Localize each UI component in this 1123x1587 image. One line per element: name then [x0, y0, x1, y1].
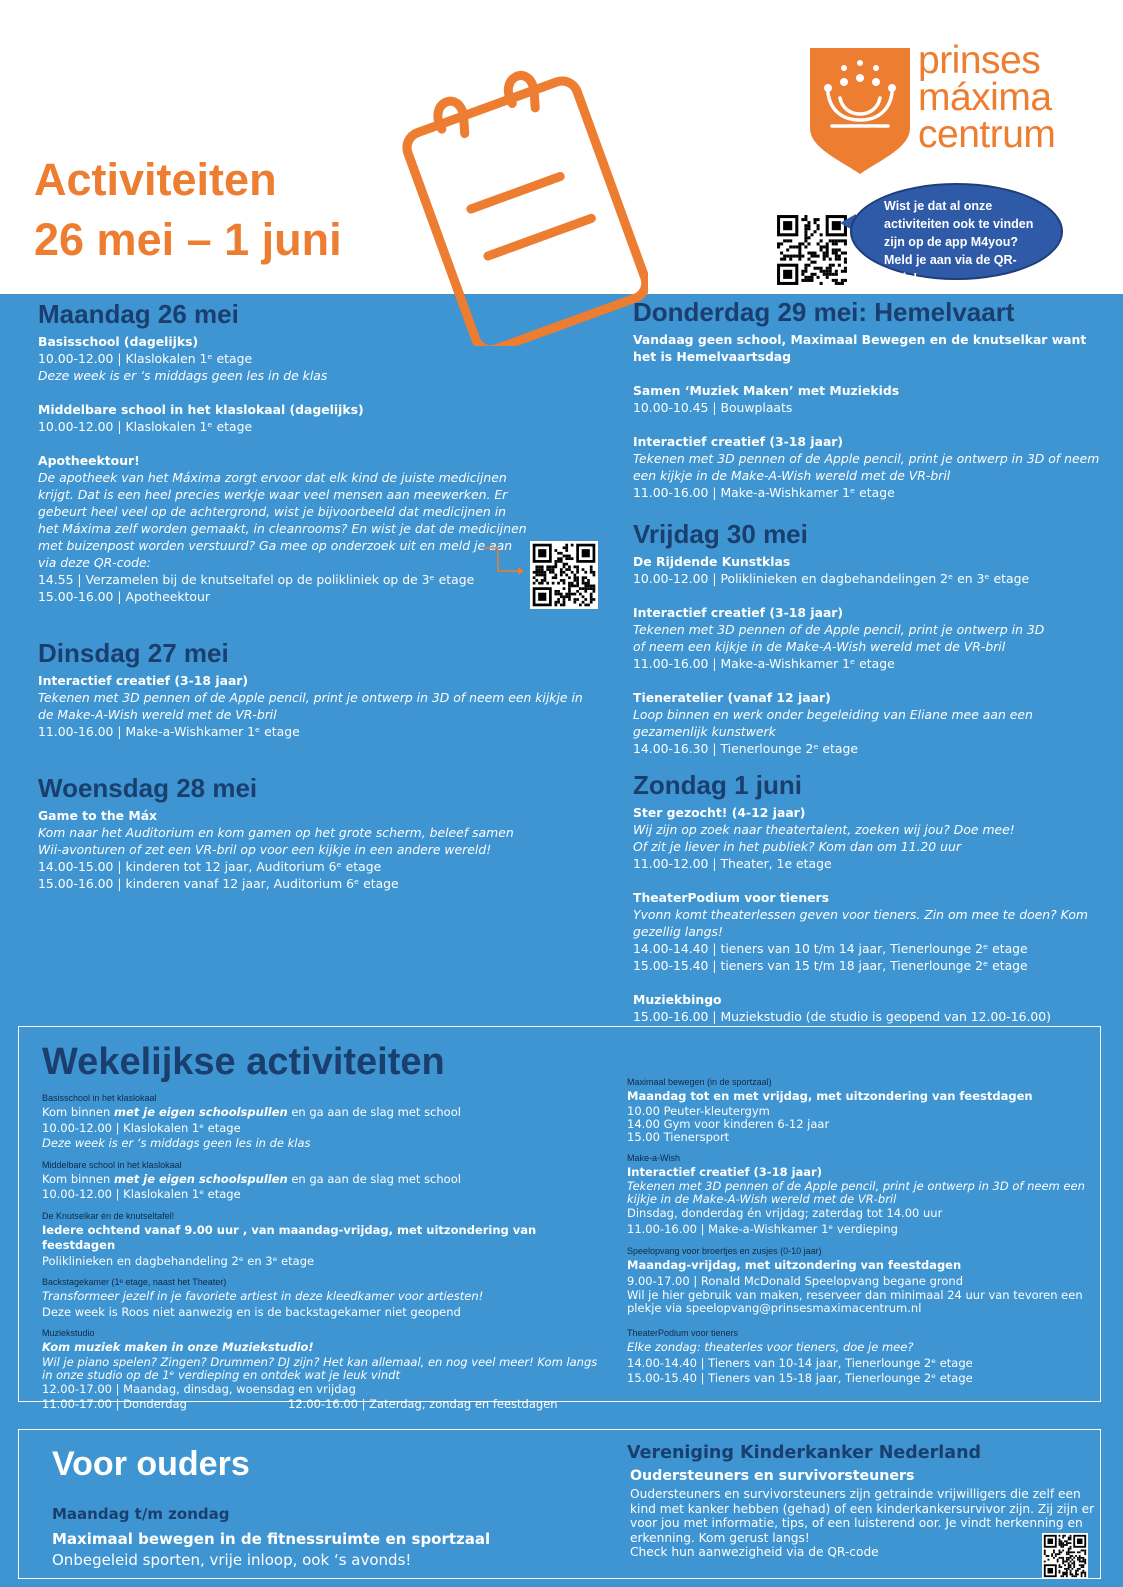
logo-wordmark [918, 39, 1056, 156]
logo-crown-icon [810, 48, 910, 174]
activity-description: Loop binnen en werk onder begeleiding van Eliane mee aan een gezamenlijk kunstwerk [633, 707, 1033, 739]
activity-label: Backstagekamer (1ᵉ etage, naast het Theater) [42, 1277, 227, 1287]
activity-description: Yvonn komt theaterlessen geven voor tieners. Zin om mee te doen? Kom gezellig langs! [633, 907, 1088, 939]
activity-description: Tekenen met 3D pennen of de Apple pencil, print je ontwerp in 3D of neem een kijkje in de Make-A-Wish wereld met de VR-bril [633, 451, 1100, 483]
activity-label: Speelopvang voor broertjes en zusjes (0-10 jaar) [627, 1246, 822, 1256]
activity-title: Apotheektour! [38, 453, 140, 468]
activity-title: Interactief creatief (3-18 jaar) [633, 605, 844, 620]
day-heading-friday: Vrijdag 30 mei [633, 519, 808, 549]
activity-label: TheaterPodium voor tieners [627, 1328, 739, 1338]
activity-title: Muziekbingo [633, 992, 722, 1007]
activity-time: 10.00-12.00 | Klaslokalen 1ᵉ etage [42, 1120, 241, 1135]
speech-bubble: Wist je dat al onze activiteiten ook te vinden zijn op de app M4you? Meld je aan via de QR-code! [850, 183, 1063, 280]
day-heading-thursday: Donderdag 29 mei: Hemelvaart [633, 297, 1015, 327]
activity-time: 14.00-14.40 | tieners van 10 t/m 14 jaar, Tienerlounge 2ᵉ etage [633, 941, 1028, 956]
parents-content [52, 1503, 592, 1570]
vkn-description: Oudersteuners en survivorsteuners zijn getrainde vrijwilligers die zelf een kind met kanker hebben (gehad) of een kinderkankersurvivor zijn. Zij zijn er voor jou met informatie, tips, of een luisterend oor. Je vindt herkenning en erkenning. Kom gerust langs! [630, 1487, 1095, 1545]
qr-code-icon[interactable] [774, 212, 850, 288]
day-heading-tuesday: Dinsdag 27 mei [38, 638, 229, 668]
vkn-content [630, 1466, 1095, 1560]
parents-title: Voor ouders [52, 1445, 250, 1483]
activity-label: Maximaal bewegen (in de sportzaal) [627, 1077, 772, 1087]
qr-code-icon[interactable] [1042, 1533, 1088, 1579]
activity-label: Make-a-Wish [627, 1152, 681, 1163]
activity-title: Maandag tot en met vrijdag, met uitzondering van feestdagen [627, 1089, 1033, 1103]
day-heading-monday: Maandag 26 mei [38, 299, 239, 329]
activity-time: 10.00-12.00 | Klaslokalen 1ᵉ etage [42, 1187, 241, 1201]
activity-title: Kom muziek maken in onze Muziekstudio! [42, 1340, 314, 1354]
activity-title: Samen ‘Muziek Maken’ met Muziekids [633, 383, 900, 398]
activity-label: Basisschool in het klaslokaal [42, 1093, 157, 1103]
activity-title: Tieneratelier (vanaf 12 jaar) [633, 690, 831, 705]
activity-time: 10.00-10.45 | Bouwplaats [633, 400, 793, 415]
parents-days: Maandag t/m zondag [52, 1505, 230, 1523]
activity-description: of neem een kijkje in de Make-A-Wish wereld met de VR-bril [633, 639, 1006, 654]
activity-title: TheaterPodium voor tieners [633, 890, 830, 905]
logo-line-2: máxima [918, 76, 1052, 119]
qr-code-icon[interactable] [530, 541, 598, 609]
activity-label: Muziekstudio [42, 1328, 95, 1338]
arrow-icon [484, 546, 524, 576]
activity-title: Interactief creatief (3-18 jaar) [38, 673, 249, 688]
activity-description: Tekenen met 3D pennen of de Apple pencil, print je ontwerp in 3D of neem een kijkje in de Make-A-Wish wereld met de VR-bril [38, 690, 583, 722]
vkn-subtitle: Oudersteuners en survivorsteuners [630, 1468, 915, 1484]
activity-location: Poliklinieken en dagbehandeling 2ᵉ en 3ᵉ etage [42, 1253, 315, 1268]
activity-description: Tekenen met 3D pennen of de Apple pencil, print je ontwerp in 3D of neem een kijkje in de Make-A-Wish wereld met de VR-bril [627, 1179, 1085, 1206]
activity-description: Kom naar het Auditorium en kom gamen op het grote scherm, beleef samen Wii-avonturen of zet een VR-bril op voor een kijkje in een andere wereld! [38, 825, 514, 857]
activity-time: 10.00 Peuter-kleutergym [627, 1103, 770, 1118]
page-title [34, 150, 342, 270]
right-column [633, 296, 1103, 1025]
activity-description: Tekenen met 3D pennen of de Apple pencil, print je ontwerp in 3D [633, 622, 1045, 637]
logo-line-3: centrum [918, 113, 1056, 156]
weekly-left [42, 1089, 602, 1413]
activity-title: Interactief creatief (3-18 jaar) [633, 434, 844, 449]
activity-time: 10.00-12.00 | Poliklinieken en dagbehandelingen 2ᵉ en 3ᵉ etage [633, 571, 1030, 586]
activity-time: 11.00-16.00 | Make-a-Wishkamer 1ᵉ etage [633, 656, 895, 671]
activity-title: Iedere ochtend vanaf 9.00 uur , van maandag-vrijdag, met uitzondering van feestdagen [42, 1222, 537, 1252]
activity-label: De Knutselkar én de knutseltafel! [42, 1210, 175, 1221]
activity-time: 14.00-15.00 | kinderen tot 12 jaar, Auditorium 6ᵉ etage [38, 859, 382, 874]
activity-time: 9.00-17.00 | Ronald McDonald Speelopvang begane grond [627, 1273, 963, 1288]
logo-line-1: prinses [918, 39, 1041, 82]
activity-description: Elke zondag: theaterles voor tieners, doe je mee? [627, 1340, 914, 1354]
activity-time: 11.00-16.00 | Make-a-Wishkamer 1ᵉ verdieping [627, 1221, 898, 1236]
activity-time: 14.00 Gym voor kinderen 6-12 jaar [627, 1116, 830, 1131]
activity-description: Transformeer jezelf in je favoriete artiest in deze kleedkamer voor artiesten! [42, 1289, 484, 1303]
activity-time: 11.00-16.00 | Make-a-Wishkamer 1ᵉ etage [633, 485, 895, 500]
activity-line: Kom binnen met je eigen schoolspullen en ga aan de slag met school [42, 1105, 461, 1119]
activity-title: Middelbare school in het klaslokaal (dagelijks) [38, 402, 364, 417]
activity-time: 10.00-12.00 | Klaslokalen 1ᵉ etage [38, 351, 253, 366]
activity-title: Maandag-vrijdag, met uitzondering van feestdagen [627, 1258, 962, 1272]
activity-time: 12.00-17.00 | Maandag, dinsdag, woensdag en vrijdag [42, 1381, 356, 1396]
activity-time: 10.00-12.00 | Klaslokalen 1ᵉ etage [38, 419, 253, 434]
activity-time: 15.00-15.40 | Tieners van 15-18 jaar, Tienerlounge 2ᵉ etage [627, 1371, 973, 1385]
activity-note: Deze week is Roos niet aanwezig en is de backstagekamer niet geopend [42, 1304, 461, 1319]
activity-time: 15.00-16.00 | Apotheektour [38, 589, 210, 604]
activity-note: Deze week is er ‘s middags geen les in de klas [42, 1136, 311, 1150]
activity-time: 15.00 Tienersport [627, 1129, 730, 1144]
title-line-2: 26 mei – 1 juni [34, 214, 342, 265]
weekly-right [627, 1073, 1097, 1387]
activity-title: Basisschool (dagelijks) [38, 334, 199, 349]
activity-line: Kom binnen met je eigen schoolspullen en ga aan de slag met school [42, 1171, 461, 1186]
activity-time: 14.00-14.40 | Tieners van 10-14 jaar, Tienerlounge 2ᵉ etage [627, 1355, 973, 1370]
day-intro: Vandaag geen school, Maximaal Bewegen en de knutselkar want het is Hemelvaartsdag [633, 332, 1087, 364]
vkn-cta: Check hun aanwezigheid via de QR-code [630, 1545, 879, 1559]
activity-description: Of zit je liever in het publiek? Kom dan om 11.20 uur [633, 839, 961, 854]
activity-time: 14.00-16.30 | Tienerlounge 2ᵉ etage [633, 741, 858, 756]
vkn-title: Vereniging Kinderkanker Nederland [627, 1443, 982, 1463]
activity-time: 11.00-16.00 | Make-a-Wishkamer 1ᵉ etage [38, 724, 300, 739]
activity-days: Dinsdag, donderdag én vrijdag; zaterdag tot 14.00 uur [627, 1206, 943, 1220]
left-column [38, 298, 598, 892]
parents-activity: Maximaal bewegen in de fitnessruimte en sportzaal [52, 1530, 491, 1548]
activity-time: 15.00-16.00 | Muziekstudio (de studio is geopend van 12.00-16.00) [633, 1009, 1052, 1024]
weekly-title: Wekelijkse activiteiten [42, 1041, 445, 1083]
parents-description: Onbegeleid sporten, vrije inloop, ook ‘s avonds! [52, 1551, 412, 1569]
activity-time: 15.00-15.40 | tieners van 15 t/m 18 jaar, Tienerlounge 2ᵉ etage [633, 958, 1028, 973]
activity-note: Wil je hier gebruik van maken, reserveer dan minimaal 24 uur van tevoren een plekje via speelopvang@prinsesmaximacentrum.nl [627, 1288, 1083, 1315]
activity-title: Interactief creatief (3-18 jaar) [627, 1164, 822, 1179]
day-heading-wednesday: Woensdag 28 mei [38, 773, 258, 803]
activity-time: 15.00-16.00 | kinderen vanaf 12 jaar, Auditorium 6ᵉ etage [38, 876, 399, 891]
activity-description: Wij zijn op zoek naar theatertalent, zoeken wij jou? Doe mee! [633, 822, 1015, 837]
activity-description: Wil je piano spelen? Zingen? Drummen? DJ zijn? Het kan allemaal, en nog veel meer! Kom langs in onze studio op de 1ᵉ verdieping en ontdek wat je leuk vindt [42, 1354, 598, 1382]
activity-title: Game to the Máx [38, 808, 158, 823]
activity-note: Deze week is er ‘s middags geen les in de klas [38, 368, 328, 383]
day-heading-sunday: Zondag 1 juni [633, 770, 802, 800]
title-line-1: Activiteiten [34, 154, 277, 205]
activity-label: Middelbare school in het klaslokaal [42, 1159, 182, 1170]
activity-time-row: 11.00-17.00 | Donderdag 12.00-16.00 | Zaterdag, zondag en feestdagen [42, 1397, 558, 1411]
activity-time: 14.55 | Verzamelen bij de knutseltafel op de polikliniek op de 3ᵉ etage [38, 572, 475, 587]
activity-time: 11.00-12.00 | Theater, 1e etage [633, 856, 832, 871]
activity-title: Ster gezocht! (4-12 jaar) [633, 805, 806, 820]
activity-title: De Rijdende Kunstklas [633, 554, 791, 569]
activity-description: De apotheek van het Máxima zorgt ervoor dat elk kind de juiste medicijnen krijgt. Dat is een heel precies werkje waar veel mensen aan meewerken. Er gebeurt heel veel op de achtergrond, wist je bijvoorbeeld dat medicijnen in het Máxima zelf worden gemaakt, in cleanrooms? En wist je dat de medicijnen met buizenpost worden verstuurd? Ga mee op onderzoek uit en meld je aan via deze QR-code: [38, 470, 527, 570]
